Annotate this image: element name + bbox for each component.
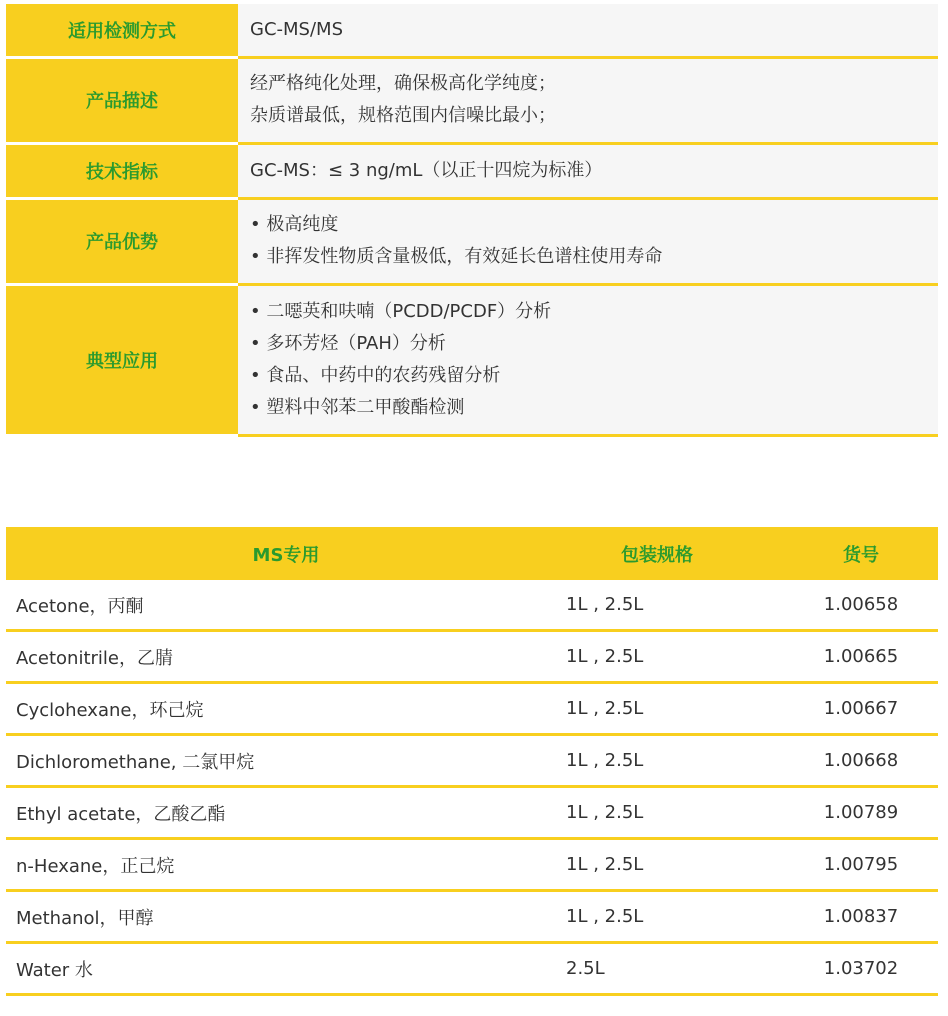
product-name: Acetone，丙酮 — [6, 580, 566, 631]
table-row — [6, 683, 938, 735]
product-table — [6, 527, 938, 996]
spec-value-line: GC-MS/MS — [250, 18, 343, 40]
spec-row — [6, 284, 938, 435]
catalog-number: 1.00789 — [784, 787, 938, 839]
spec-value-line: • 食品、中药中的农药残留分析 — [250, 364, 501, 386]
spec-label: 产品优势 — [6, 198, 238, 284]
spec-value — [238, 57, 938, 143]
spec-value-line: 杂质谱最低，规格范围内信噪比最小； — [250, 105, 556, 126]
spec-value-line: 经严格纯化处理，确保极高化学纯度； — [250, 73, 556, 94]
product-name: Acetonitrile，乙腈 — [6, 631, 566, 683]
package-size: 1L , 2.5L — [566, 631, 784, 683]
package-size: 1L , 2.5L — [566, 787, 784, 839]
catalog-number: 1.00837 — [784, 891, 938, 943]
package-size: 1L , 2.5L — [566, 683, 784, 735]
header-catalog-no: 货号 — [784, 527, 938, 580]
table-row — [6, 891, 938, 943]
catalog-number: 1.00667 — [784, 683, 938, 735]
spec-label: 适用检测方式 — [6, 4, 238, 57]
spec-value-line: • 极高纯度 — [250, 214, 339, 235]
table-row — [6, 943, 938, 995]
catalog-number: 1.00658 — [784, 580, 938, 631]
catalog-number: 1.00668 — [784, 735, 938, 787]
spec-label: 技术指标 — [6, 143, 238, 198]
spec-value-line: • 多环芳烃（PAH）分析 — [250, 332, 446, 354]
spec-value-line: • 非挥发性物质含量极低，有效延长色谱柱使用寿命 — [250, 246, 663, 267]
spec-row — [6, 57, 938, 143]
table-row — [6, 787, 938, 839]
package-size: 1L , 2.5L — [566, 839, 784, 891]
package-size: 1L , 2.5L — [566, 580, 784, 631]
catalog-number: 1.00665 — [784, 631, 938, 683]
product-name: Cyclohexane，环己烷 — [6, 683, 566, 735]
spec-value — [238, 198, 938, 284]
catalog-number: 1.03702 — [784, 943, 938, 995]
table-row — [6, 839, 938, 891]
spec-row — [6, 198, 938, 284]
product-name: n-Hexane，正己烷 — [6, 839, 566, 891]
package-size: 2.5L — [566, 943, 784, 995]
table-row — [6, 631, 938, 683]
spec-row — [6, 143, 938, 198]
spec-label: 典型应用 — [6, 284, 238, 435]
product-name: Water 水 — [6, 943, 566, 995]
spec-value-line: GC-MS：≤ 3 ng/mL（以正十四烷为标准） — [250, 159, 603, 181]
spec-value-line: • 二噁英和呋喃（PCDD/PCDF）分析 — [250, 300, 552, 322]
product-name: Methanol，甲醇 — [6, 891, 566, 943]
package-size: 1L , 2.5L — [566, 891, 784, 943]
spec-row — [6, 4, 938, 57]
spec-value — [238, 284, 938, 435]
spec-value — [238, 143, 938, 198]
product-name: Ethyl acetate，乙酸乙酯 — [6, 787, 566, 839]
table-row — [6, 580, 938, 631]
catalog-number: 1.00795 — [784, 839, 938, 891]
package-size: 1L , 2.5L — [566, 735, 784, 787]
spec-table — [6, 4, 938, 437]
table-row — [6, 735, 938, 787]
product-table-header — [6, 527, 938, 580]
spec-value-line: • 塑料中邻苯二甲酸酯检测 — [250, 396, 465, 418]
header-package: 包装规格 — [566, 527, 784, 580]
spec-label: 产品描述 — [6, 57, 238, 143]
product-name: Dichloromethane, 二氯甲烷 — [6, 735, 566, 787]
spec-value — [238, 4, 938, 57]
header-ms-use: MS专用 — [6, 527, 566, 580]
